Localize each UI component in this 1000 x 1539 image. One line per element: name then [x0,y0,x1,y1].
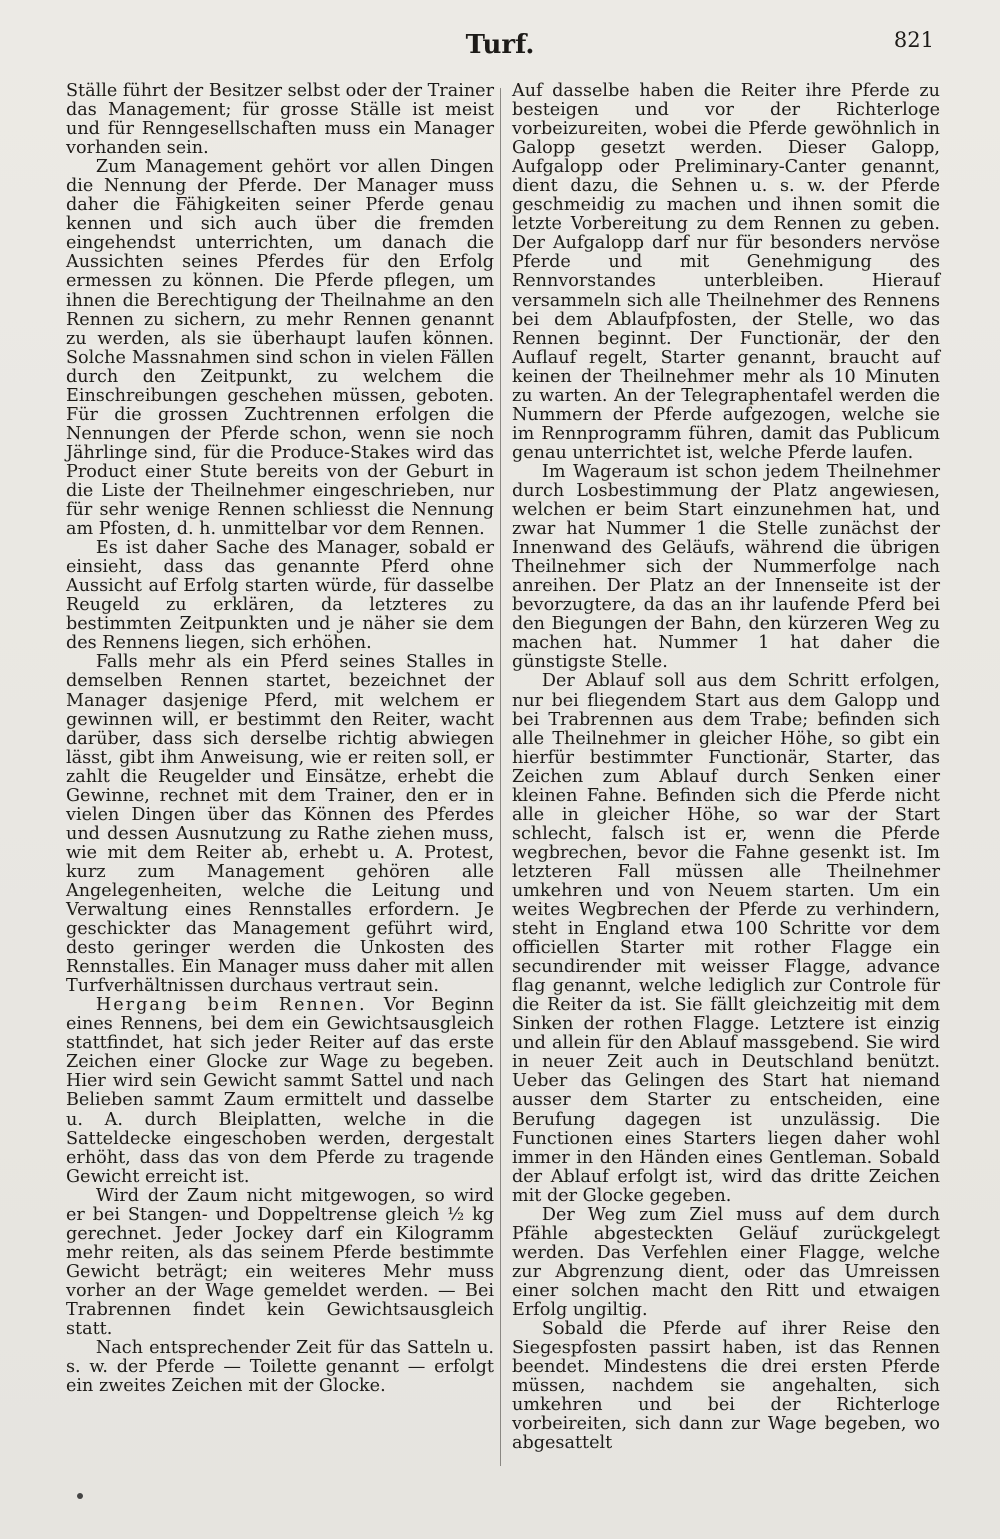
print-speck [77,1493,83,1499]
paragraph [512,1206,940,1320]
right-text-column [512,82,940,1453]
paragraph [66,158,494,539]
paragraph [66,653,494,996]
column-divider [500,88,501,1466]
paragraph-text: Der Weg zum Ziel muss auf dem durch Pfähle abgesteckten Geläuf zurückgelegt werden. Das Verfehlen einer Flagge, welche zur Abgrenzung dient, oder das Umreissen einer solchen macht den Ritt und etwaigen Erfolg ungiltig. [512,1204,940,1320]
paragraph [512,672,940,1205]
paragraph [66,996,494,1186]
paragraph-text: Falls mehr als ein Pferd seines Stalles in demselben Rennen startet, bezeichnet der Manager dasjenige Pferd, mit welchem er gewinnen will, er bestimmt den Reiter, wacht darüber, dass sich derselbe richtig abwiegen lässt, gibt ihm Anweisung, wie er reiten soll, er zahlt die Reugelder und Einsätze, erhebt die Gewinne, rechnet mit dem Trainer, den er in vielen Dingen über das Können des Pferdes und dessen Ausnutzung zu Rathe ziehen muss, wie mit dem Reiter ab, erhebt u. A. Protest, kurz zum Management gehören alle Angelegenheiten, welche die Leitung und Verwaltung eines Rennstalles erfordern. Je geschickter das Management geführt wird, desto geringer werden die Unkosten des Rennstalles. Ein Manager muss daher mit allen Turfverhältnissen durchaus vertraut sein. [66,652,494,997]
paragraph [512,82,940,463]
paragraph [66,1339,494,1396]
paragraph [512,1320,940,1453]
paragraph-text: Auf dasselbe haben die Reiter ihre Pferde zu besteigen und vor der Richterloge vorbeizureiten, wobei die Pferde gewöhnlich in Galopp gesetzt werden. Dieser Galopp, Aufgalopp oder Preliminary-Canter genannt, dient dazu, die Sehnen u. s. w. der Pferde geschmeidig zu machen und ihnen somit die letzte Vorbereitung zu dem Rennen zu geben. Der Aufgalopp darf nur für besonders nervöse Pferde und mit Genehmigung des Rennvorstandes unterbleiben. Hierauf versammeln sich alle Theilnehmer des Rennens bei dem Ablaufpfosten, der Stelle, wo das Rennen beginnt. Der Functionär, der den Auflauf regelt, Starter genannt, braucht auf keinen der Theilnehmer mehr als 10 Minuten zu warten. An der Telegraphentafel werden die Nummern der Pferde aufgezogen, welche sie im Rennprogramm führen, damit das Publicum genau unterrichtet ist, welche Pferde laufen. [512,81,940,463]
paragraph-text: Vor Beginn eines Rennens, bei dem ein Gewichtsausgleich stattfindet, hat sich jeder Reiter auf das erste Zeichen einer Glocke zur Wage zu begeben. Hier wird sein Gewicht sammt Sattel und nach Belieben sammt Zaum ermittelt und dasselbe u. A. durch Bleiplatten, welche in die Satteldecke eingeschoben werden, dergestalt erhöht, dass das von dem Pferde zu tragende Gewicht erreicht ist. [66,995,495,1187]
page-number: 821 [893,28,934,52]
paragraph [66,1187,494,1339]
paragraph [66,539,494,653]
paragraph-text: Ställe führt der Besitzer selbst oder der Trainer das Management; für grosse Ställe ist meist und für Renngesellschaften muss ein Manager vorhanden sein. [66,81,494,159]
paragraph-text: Der Ablauf soll aus dem Schritt erfolgen, nur bei fliegendem Start aus dem Galopp und bei Trabrennen aus dem Trabe; befinden sich alle Theilnehmer in gleicher Höhe, so gibt ein hierfür bestimmter Functionär, Starter, das Zeichen zum Ablauf durch Senken einer kleinen Fahne. Befinden sich die Pferde nicht alle in gleicher Höhe, so war der Start schlecht, falsch ist er, wenn die Pferde wegbrechen, bevor die Fahne gesenkt ist. Im letzteren Fall müssen alle Theilnehmer umkehren und von Neuem starten. Um ein weites Wegbrechen der Pferde zu verhindern, steht in England etwa 100 Schritte vor dem officiellen Starter mit rother Flagge ein secundirender mit weisser Flagge, advance flag genannt, welche lediglich zur Controle für die Reiter da ist. Sie fällt gleichzeitig mit dem Sinken der rothen Flagge. Letztere ist einzig und allein für den Ablauf massgebend. Sie wird in neuer Zeit auch in Deutschland benützt. Ueber das Gelingen des Start hat niemand ausser dem Starter zu entscheiden, eine Berufung dagegen ist unzulässig. Die Functionen eines Starters liegen daher wohl immer in den Händen eines Gentleman. Sobald der Ablauf erfolgt ist, wird das dritte Zeichen mit der Glocke gegeben. [512,671,940,1206]
running-head-title: Turf. [465,30,535,60]
paragraph-text: Zum Management gehört vor allen Dingen die Nennung der Pferde. Der Manager muss daher die Fähigkeiten seiner Pferde genau kennen und sich auch über die fremden eingehendst unterrichten, um danach die Aussichten seines Pferdes für den Erfolg ermessen zu können. Die Pferde pflegen, um ihnen die Berechtigung der Theilnahme an den Rennen zu sichern, zu mehr Rennen genannt zu werden, als sie überhaupt laufen können. Solche Massnahmen sind schon in vielen Fällen durch den Zeitpunkt, zu welchem die Einschreibungen geschehen müssen, geboten. Für die grossen Zuchtrennen erfolgen die Nennungen der Pferde schon, wenn sie noch Jährlinge sind, für die Produce-Stakes wird das Product einer Stute bereits von der Geburt in die Liste der Theilnehmer eingeschrieben, nur für sehr wenige Rennen schliesst die Nennung am Pfosten, d. h. unmittelbar vor dem Rennen. [66,157,494,540]
left-text-column [66,82,494,1396]
paragraph-text: Es ist daher Sache des Manager, sobald er einsieht, dass das genannte Pferd ohne Aussicht auf Erfolg starten würde, für dasselbe Reugeld zu erklären, da letzteres zu bestimmten Zeitpunkten und je näher sie dem des Rennens liegen, sich erhöhen. [66,538,494,654]
paragraph [66,82,494,158]
paragraph-text: Im Wageraum ist schon jedem Theilnehmer durch Losbestimmung der Platz angewiesen, welchen er beim Start einzunehmen hat, und zwar hat Nummer 1 die Stelle zunächst der Innenwand des Geläufs, während die übrigen Theilnehmer sich der Nummerfolge nach anreihen. Der Platz an der Innenseite ist der bevorzugtere, da das an ihr laufende Pferd bei den Biegungen der Bahn, den kürzeren Weg zu machen hat. Nummer 1 hat daher die günstigste Stelle. [512,461,940,673]
paragraph-text: Wird der Zaum nicht mitgewogen, so wird er bei Stangen- und Doppeltrense gleich ½ kg gerechnet. Jeder Jockey darf ein Kilogramm mehr reiten, als das seinem Pferde bestimmte Gewicht beträgt; ein weiteres Mehr muss vorher an der Wage gemeldet werden. — Bei Trabrennen findet kein Gewichtsausgleich statt. [66,1185,494,1340]
section-heading: Hergang beim Rennen. [95,995,367,1016]
paragraph [512,463,940,673]
paragraph-text: Sobald die Pferde auf ihrer Reise den Siegespfosten passirt haben, ist das Rennen beendet. Mindestens die drei ersten Pferde müssen, nachdem sie angehalten, sich umkehren und bei der Richterloge vorbeireiten, sich dann zur Wage begeben, wo abgesattelt [512,1319,940,1454]
paragraph-text: Nach entsprechender Zeit für das Satteln u. s. w. der Pferde — Toilette genannt — erfolgt ein zweites Zeichen mit der Glocke. [66,1338,494,1397]
